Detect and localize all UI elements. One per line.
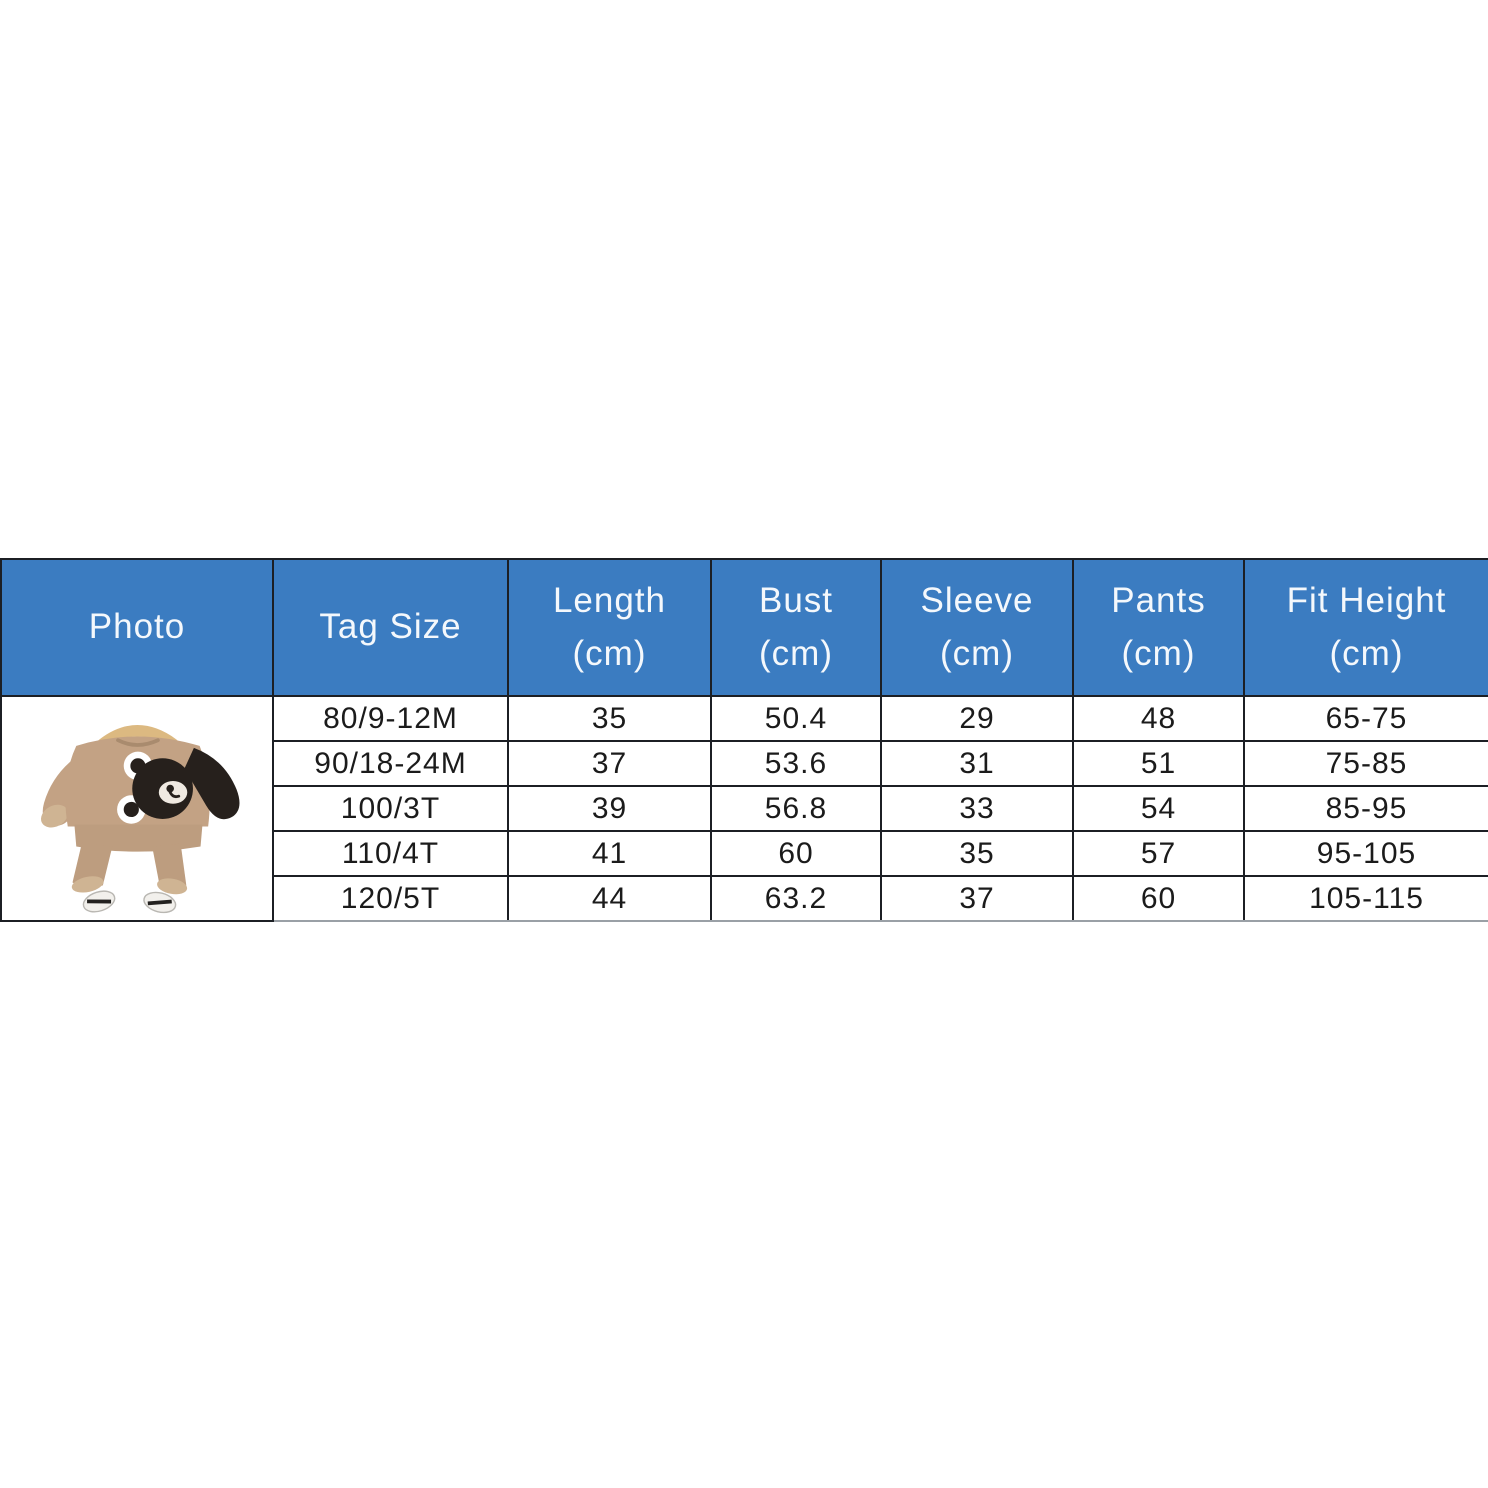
cell-tag-size: 120/5T: [273, 876, 508, 921]
header-unit-length: (cm): [572, 633, 647, 673]
cell-sleeve: 33: [881, 786, 1073, 831]
header-cell-fit-height: [1244, 559, 1488, 696]
header-label-bust: Bust: [758, 581, 834, 620]
table-header: [1, 559, 1488, 696]
cell-length: 35: [508, 696, 711, 741]
cell-bust: 63.2: [711, 876, 881, 921]
header-unit-sleeve: (cm): [940, 633, 1014, 673]
header-label-sleeve: Sleeve: [920, 581, 1034, 620]
header-cell-sleeve: [881, 559, 1073, 696]
product-photo: [2, 697, 272, 920]
table-body: [1, 696, 1488, 921]
cell-fit-height: 85-95: [1244, 786, 1488, 831]
header-cell-photo: [1, 559, 273, 696]
cell-tag-size: 110/4T: [273, 831, 508, 876]
header-row: [1, 559, 1488, 696]
cell-bust: 56.8: [711, 786, 881, 831]
cell-fit-height: 75-85: [1244, 741, 1488, 786]
cell-length: 41: [508, 831, 711, 876]
cell-tag-size: 80/9-12M: [273, 696, 508, 741]
header-cell-tag-size: [273, 559, 508, 696]
header-label-tag-size: Tag Size: [319, 607, 462, 647]
cell-bust: 60: [711, 831, 881, 876]
cell-fit-height: 105-115: [1244, 876, 1488, 921]
cell-tag-size: 100/3T: [273, 786, 508, 831]
header-cell-length: [508, 559, 711, 696]
cell-fit-height: 65-75: [1244, 696, 1488, 741]
size-chart-table: [0, 558, 1488, 922]
cell-pants: 57: [1073, 831, 1244, 876]
cell-length: 37: [508, 741, 711, 786]
cell-pants: 54: [1073, 786, 1244, 831]
header-unit-pants: (cm): [1121, 633, 1196, 673]
cell-bust: 53.6: [711, 741, 881, 786]
cell-sleeve: 35: [881, 831, 1073, 876]
product-photo-cell: [1, 696, 273, 921]
cell-pants: 60: [1073, 876, 1244, 921]
cell-bust: 50.4: [711, 696, 881, 741]
header-cell-pants: [1073, 559, 1244, 696]
bear-muzzle: [159, 781, 187, 804]
cell-sleeve: 37: [881, 876, 1073, 921]
cell-length: 39: [508, 786, 711, 831]
cell-sleeve: 31: [881, 741, 1073, 786]
header-label-length: Length: [552, 581, 667, 620]
cell-pants: 51: [1073, 741, 1244, 786]
header-label-fit-height: Fit Height: [1286, 581, 1447, 620]
header-label-pants: Pants: [1111, 581, 1206, 620]
bear-outfit-illustration: [8, 700, 266, 918]
header-label-photo: Photo: [88, 607, 186, 647]
cell-tag-size: 90/18-24M: [273, 741, 508, 786]
header-unit-bust: (cm): [759, 633, 833, 673]
header-unit-fit-height: (cm): [1329, 633, 1404, 673]
size-row-80: [1, 696, 1488, 741]
header-cell-bust: [711, 559, 881, 696]
cell-fit-height: 95-105: [1244, 831, 1488, 876]
cell-length: 44: [508, 876, 711, 921]
cell-sleeve: 29: [881, 696, 1073, 741]
cell-pants: 48: [1073, 696, 1244, 741]
